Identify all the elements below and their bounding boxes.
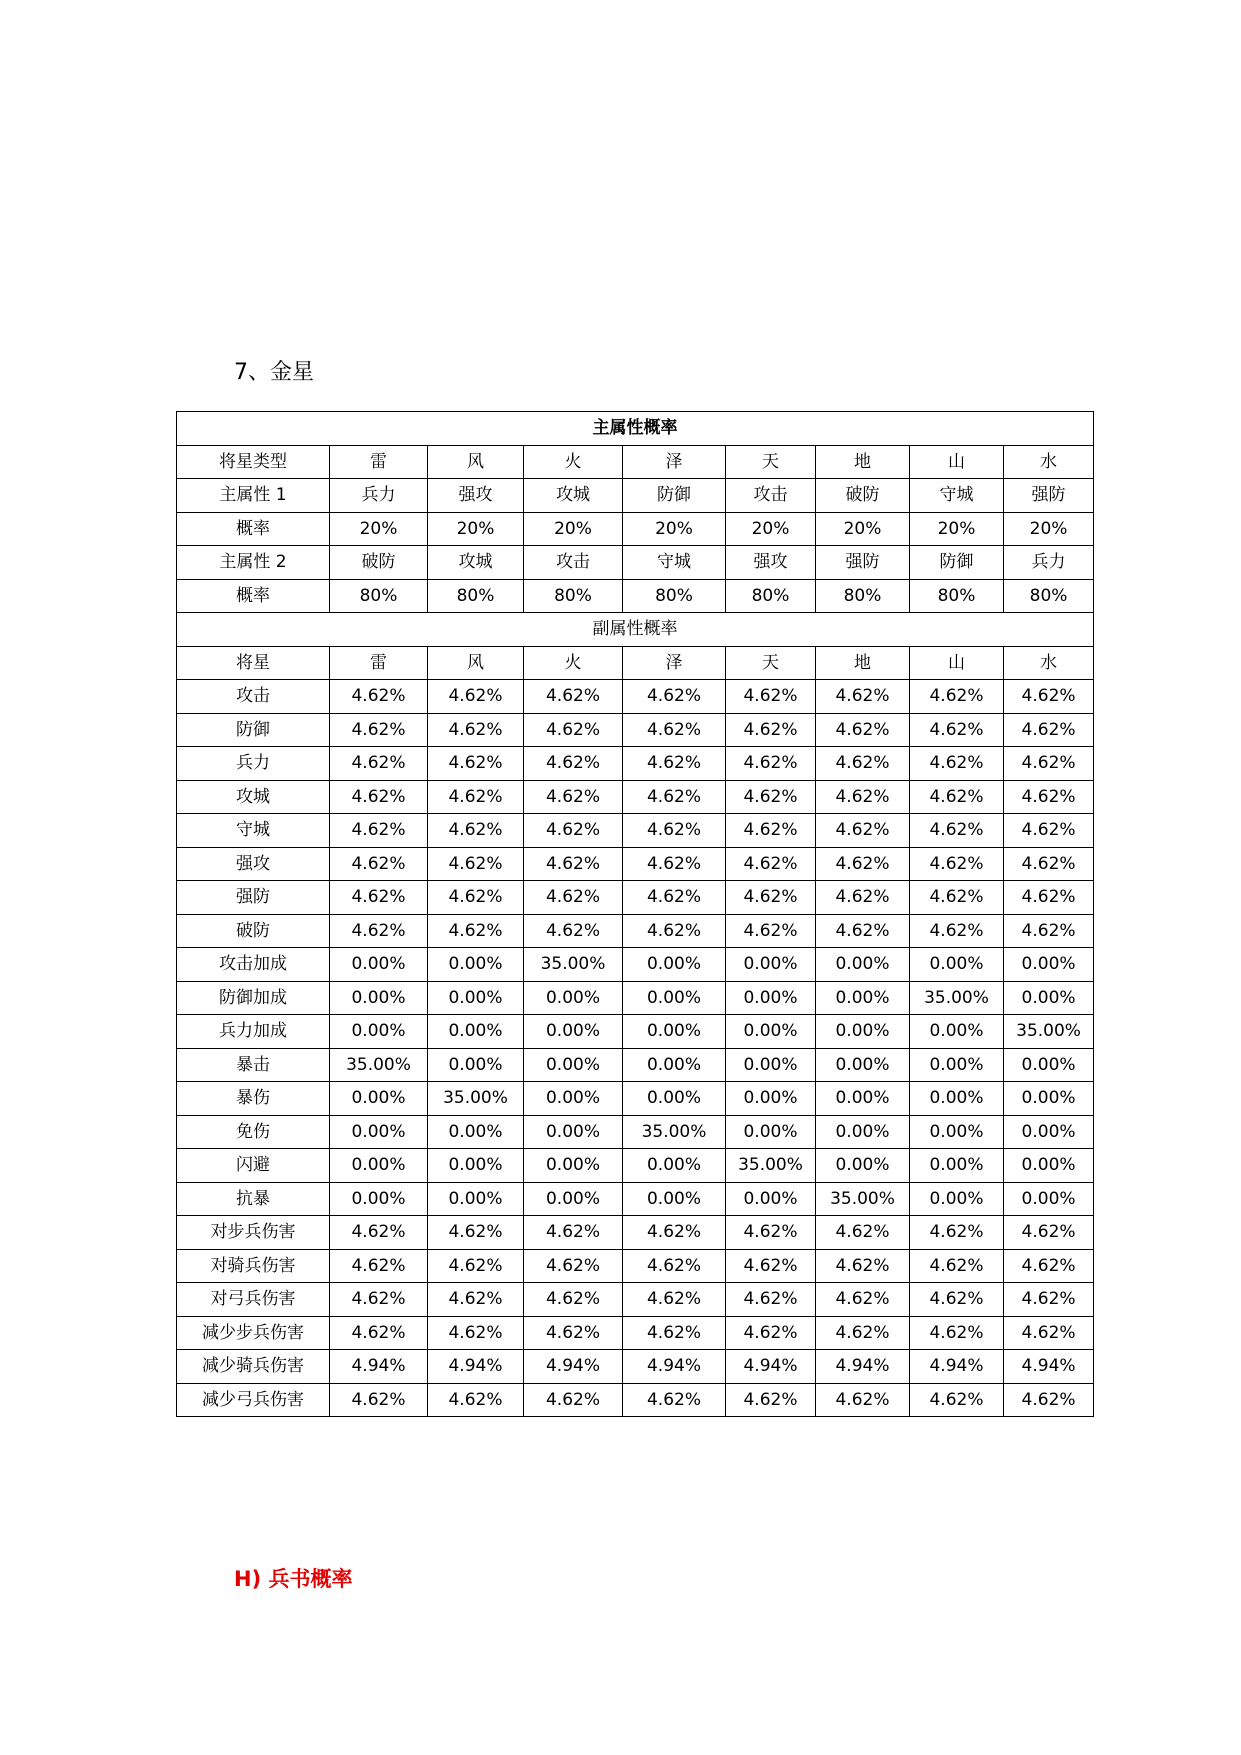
section-heading: 7、金星 bbox=[234, 360, 314, 385]
table-cell: 4.62% bbox=[1004, 1283, 1094, 1317]
main-column-header: 天 bbox=[726, 445, 816, 479]
table-cell: 4.62% bbox=[816, 1316, 910, 1350]
row-label: 强攻 bbox=[177, 847, 330, 881]
table-cell: 强防 bbox=[816, 546, 910, 580]
table-cell: 80% bbox=[330, 579, 428, 613]
table-cell: 4.62% bbox=[726, 1383, 816, 1417]
row-label: 暴伤 bbox=[177, 1082, 330, 1116]
table-cell: 0.00% bbox=[623, 1082, 726, 1116]
table-cell: 4.62% bbox=[524, 881, 623, 915]
table-cell: 35.00% bbox=[428, 1082, 524, 1116]
table-cell: 4.62% bbox=[726, 1316, 816, 1350]
table-cell: 0.00% bbox=[623, 1149, 726, 1183]
table-cell: 0.00% bbox=[726, 1115, 816, 1149]
table-body bbox=[177, 412, 1094, 1417]
table-cell: 4.62% bbox=[1004, 1383, 1094, 1417]
table-cell: 0.00% bbox=[1004, 1182, 1094, 1216]
table-cell: 4.62% bbox=[910, 1383, 1004, 1417]
sub-column-header: 泽 bbox=[623, 646, 726, 680]
row-label: 攻城 bbox=[177, 780, 330, 814]
table-cell: 4.62% bbox=[726, 780, 816, 814]
table-cell: 0.00% bbox=[524, 1115, 623, 1149]
table-cell: 0.00% bbox=[1004, 981, 1094, 1015]
sub-title-row bbox=[177, 613, 1094, 647]
table-row bbox=[177, 847, 1094, 881]
table-cell: 4.62% bbox=[623, 1249, 726, 1283]
table-cell: 0.00% bbox=[524, 1182, 623, 1216]
table-cell: 4.62% bbox=[726, 881, 816, 915]
main-column-header: 地 bbox=[816, 445, 910, 479]
table-cell: 0.00% bbox=[726, 1082, 816, 1116]
main-title-row bbox=[177, 412, 1094, 446]
table-cell: 20% bbox=[1004, 512, 1094, 546]
table-cell: 4.62% bbox=[816, 680, 910, 714]
row-label: 减少骑兵伤害 bbox=[177, 1350, 330, 1384]
table-cell: 0.00% bbox=[910, 1149, 1004, 1183]
table-cell: 0.00% bbox=[330, 1115, 428, 1149]
table-cell: 4.94% bbox=[816, 1350, 910, 1384]
table-cell: 35.00% bbox=[1004, 1015, 1094, 1049]
table-cell: 4.62% bbox=[816, 747, 910, 781]
table-cell: 4.62% bbox=[623, 780, 726, 814]
table-cell: 0.00% bbox=[623, 1182, 726, 1216]
table-cell: 4.94% bbox=[428, 1350, 524, 1384]
table-row bbox=[177, 948, 1094, 982]
table-cell: 0.00% bbox=[428, 1048, 524, 1082]
row-label: 对骑兵伤害 bbox=[177, 1249, 330, 1283]
table-cell: 0.00% bbox=[816, 981, 910, 1015]
sub-column-header: 山 bbox=[910, 646, 1004, 680]
table-cell: 破防 bbox=[816, 479, 910, 513]
table-row bbox=[177, 1316, 1094, 1350]
table-cell: 4.62% bbox=[428, 914, 524, 948]
footer-heading: H) 兵书概率 bbox=[234, 1567, 353, 1591]
table-cell: 4.62% bbox=[816, 1249, 910, 1283]
table-row bbox=[177, 546, 1094, 580]
table-cell: 20% bbox=[428, 512, 524, 546]
table-cell: 4.62% bbox=[816, 847, 910, 881]
table-cell: 0.00% bbox=[330, 1149, 428, 1183]
table-cell: 4.62% bbox=[816, 1216, 910, 1250]
table-cell: 4.62% bbox=[524, 1216, 623, 1250]
table-row bbox=[177, 1015, 1094, 1049]
table-cell: 4.94% bbox=[726, 1350, 816, 1384]
table-cell: 4.62% bbox=[726, 914, 816, 948]
table-cell: 守城 bbox=[623, 546, 726, 580]
table-cell: 4.62% bbox=[1004, 780, 1094, 814]
sub-column-header: 地 bbox=[816, 646, 910, 680]
table-cell: 0.00% bbox=[910, 1015, 1004, 1049]
table-cell: 0.00% bbox=[726, 1182, 816, 1216]
table-cell: 4.62% bbox=[1004, 881, 1094, 915]
table-row bbox=[177, 1149, 1094, 1183]
table-cell: 4.62% bbox=[910, 747, 1004, 781]
table-cell: 0.00% bbox=[816, 948, 910, 982]
table-row bbox=[177, 1383, 1094, 1417]
table-cell: 35.00% bbox=[816, 1182, 910, 1216]
table-cell: 0.00% bbox=[330, 981, 428, 1015]
table-cell: 4.62% bbox=[910, 1249, 1004, 1283]
table-cell: 0.00% bbox=[524, 1015, 623, 1049]
table-cell: 20% bbox=[330, 512, 428, 546]
table-cell: 4.62% bbox=[428, 1316, 524, 1350]
row-label: 对弓兵伤害 bbox=[177, 1283, 330, 1317]
table-cell: 0.00% bbox=[1004, 1082, 1094, 1116]
row-label: 防御 bbox=[177, 713, 330, 747]
table-cell: 4.62% bbox=[1004, 1316, 1094, 1350]
table-cell: 0.00% bbox=[428, 1015, 524, 1049]
table-cell: 4.62% bbox=[910, 881, 1004, 915]
table-cell: 4.62% bbox=[910, 1216, 1004, 1250]
table-cell: 4.62% bbox=[428, 814, 524, 848]
row-label: 减少弓兵伤害 bbox=[177, 1383, 330, 1417]
table-cell: 4.62% bbox=[524, 780, 623, 814]
table-cell: 80% bbox=[524, 579, 623, 613]
table-cell: 20% bbox=[623, 512, 726, 546]
table-cell: 4.62% bbox=[330, 1316, 428, 1350]
table-cell: 4.62% bbox=[1004, 847, 1094, 881]
table-cell: 4.62% bbox=[623, 747, 726, 781]
table-cell: 0.00% bbox=[910, 1048, 1004, 1082]
table-cell: 强攻 bbox=[726, 546, 816, 580]
sub-header-row bbox=[177, 646, 1094, 680]
table-row bbox=[177, 1048, 1094, 1082]
table-cell: 4.62% bbox=[1004, 914, 1094, 948]
table-cell: 4.62% bbox=[330, 914, 428, 948]
table-cell: 4.62% bbox=[816, 1283, 910, 1317]
table-cell: 4.62% bbox=[428, 747, 524, 781]
table-cell: 20% bbox=[816, 512, 910, 546]
table-cell: 4.62% bbox=[623, 1216, 726, 1250]
table-cell: 4.62% bbox=[910, 847, 1004, 881]
table-cell: 80% bbox=[623, 579, 726, 613]
table-row bbox=[177, 1216, 1094, 1250]
table-row bbox=[177, 981, 1094, 1015]
table-cell: 4.62% bbox=[330, 1383, 428, 1417]
table-cell: 4.62% bbox=[623, 713, 726, 747]
table-row bbox=[177, 780, 1094, 814]
main-column-header: 山 bbox=[910, 445, 1004, 479]
table-row bbox=[177, 747, 1094, 781]
table-cell: 0.00% bbox=[910, 1182, 1004, 1216]
table-cell: 强防 bbox=[1004, 479, 1094, 513]
table-row bbox=[177, 881, 1094, 915]
table-cell: 4.62% bbox=[726, 814, 816, 848]
row-label: 概率 bbox=[177, 579, 330, 613]
table-cell: 4.62% bbox=[816, 814, 910, 848]
table-cell: 20% bbox=[910, 512, 1004, 546]
main-column-header: 雷 bbox=[330, 445, 428, 479]
table-cell: 4.62% bbox=[330, 1216, 428, 1250]
table-cell: 0.00% bbox=[726, 1048, 816, 1082]
sub-column-header: 雷 bbox=[330, 646, 428, 680]
table-cell: 0.00% bbox=[1004, 1048, 1094, 1082]
table-cell: 4.62% bbox=[910, 780, 1004, 814]
table-cell: 破防 bbox=[330, 546, 428, 580]
table-cell: 4.62% bbox=[1004, 680, 1094, 714]
row-label: 强防 bbox=[177, 881, 330, 915]
table-cell: 防御 bbox=[623, 479, 726, 513]
table-cell: 0.00% bbox=[623, 948, 726, 982]
table-cell: 防御 bbox=[910, 546, 1004, 580]
table-row bbox=[177, 1182, 1094, 1216]
table-cell: 4.62% bbox=[330, 881, 428, 915]
table-cell: 4.62% bbox=[330, 713, 428, 747]
table-cell: 4.62% bbox=[330, 1249, 428, 1283]
sub-column-header: 风 bbox=[428, 646, 524, 680]
table-cell: 0.00% bbox=[816, 1015, 910, 1049]
table-cell: 35.00% bbox=[330, 1048, 428, 1082]
table-row bbox=[177, 1115, 1094, 1149]
table-cell: 4.62% bbox=[623, 1383, 726, 1417]
table-cell: 0.00% bbox=[1004, 1115, 1094, 1149]
table-cell: 4.62% bbox=[910, 914, 1004, 948]
row-label: 概率 bbox=[177, 512, 330, 546]
table-cell: 4.62% bbox=[726, 1249, 816, 1283]
sub-column-header: 火 bbox=[524, 646, 623, 680]
table-cell: 4.62% bbox=[623, 680, 726, 714]
table-cell: 0.00% bbox=[726, 981, 816, 1015]
row-label: 主属性 2 bbox=[177, 546, 330, 580]
table-cell: 4.62% bbox=[524, 747, 623, 781]
sub-column-header: 天 bbox=[726, 646, 816, 680]
table-cell: 强攻 bbox=[428, 479, 524, 513]
table-row bbox=[177, 579, 1094, 613]
table-cell: 80% bbox=[726, 579, 816, 613]
table-cell: 4.62% bbox=[726, 1283, 816, 1317]
table-cell: 0.00% bbox=[428, 1115, 524, 1149]
row-label: 抗暴 bbox=[177, 1182, 330, 1216]
table-cell: 4.62% bbox=[726, 680, 816, 714]
table-cell: 0.00% bbox=[816, 1115, 910, 1149]
table-cell: 80% bbox=[428, 579, 524, 613]
table-cell: 4.62% bbox=[726, 747, 816, 781]
main-column-header: 泽 bbox=[623, 445, 726, 479]
table-cell: 4.62% bbox=[330, 1283, 428, 1317]
table-cell: 0.00% bbox=[910, 948, 1004, 982]
table-cell: 0.00% bbox=[623, 1015, 726, 1049]
table-cell: 4.62% bbox=[524, 914, 623, 948]
table-cell: 4.62% bbox=[428, 1383, 524, 1417]
row-label: 攻击 bbox=[177, 680, 330, 714]
table-cell: 4.62% bbox=[623, 1316, 726, 1350]
table-cell: 4.94% bbox=[1004, 1350, 1094, 1384]
table-cell: 0.00% bbox=[330, 1082, 428, 1116]
row-label: 守城 bbox=[177, 814, 330, 848]
table-cell: 0.00% bbox=[524, 1149, 623, 1183]
row-label: 防御加成 bbox=[177, 981, 330, 1015]
table-cell: 4.62% bbox=[1004, 713, 1094, 747]
row-label: 攻击加成 bbox=[177, 948, 330, 982]
row-label: 免伤 bbox=[177, 1115, 330, 1149]
table-cell: 0.00% bbox=[816, 1048, 910, 1082]
table-cell: 4.62% bbox=[330, 814, 428, 848]
table-cell: 4.62% bbox=[428, 847, 524, 881]
table-cell: 4.62% bbox=[524, 1249, 623, 1283]
table-row bbox=[177, 1350, 1094, 1384]
sub-column-header: 水 bbox=[1004, 646, 1094, 680]
table-cell: 0.00% bbox=[623, 1048, 726, 1082]
table-cell: 4.62% bbox=[428, 680, 524, 714]
table-cell: 0.00% bbox=[726, 1015, 816, 1049]
table-cell: 4.62% bbox=[1004, 1216, 1094, 1250]
table-cell: 0.00% bbox=[428, 1149, 524, 1183]
table-cell: 80% bbox=[816, 579, 910, 613]
table-cell: 0.00% bbox=[1004, 1149, 1094, 1183]
table-cell: 0.00% bbox=[623, 981, 726, 1015]
table-cell: 4.62% bbox=[1004, 1249, 1094, 1283]
table-cell: 35.00% bbox=[910, 981, 1004, 1015]
table-cell: 0.00% bbox=[524, 1082, 623, 1116]
table-row bbox=[177, 680, 1094, 714]
row-label: 兵力加成 bbox=[177, 1015, 330, 1049]
table-cell: 4.62% bbox=[910, 814, 1004, 848]
table-cell: 0.00% bbox=[524, 981, 623, 1015]
table-cell: 攻击 bbox=[524, 546, 623, 580]
main-column-header: 风 bbox=[428, 445, 524, 479]
table-cell: 80% bbox=[1004, 579, 1094, 613]
table-cell: 4.62% bbox=[623, 914, 726, 948]
table-cell: 4.62% bbox=[726, 847, 816, 881]
table-cell: 4.62% bbox=[816, 881, 910, 915]
table-cell: 4.62% bbox=[623, 1283, 726, 1317]
table-cell: 0.00% bbox=[428, 948, 524, 982]
table-cell: 0.00% bbox=[816, 1082, 910, 1116]
table-cell: 4.62% bbox=[1004, 814, 1094, 848]
table-cell: 0.00% bbox=[910, 1082, 1004, 1116]
table-cell: 4.62% bbox=[428, 1283, 524, 1317]
table-cell: 0.00% bbox=[428, 981, 524, 1015]
table-cell: 4.94% bbox=[623, 1350, 726, 1384]
table-cell: 4.62% bbox=[1004, 747, 1094, 781]
table-cell: 攻城 bbox=[428, 546, 524, 580]
table-row bbox=[177, 1249, 1094, 1283]
table-row bbox=[177, 479, 1094, 513]
table-cell: 0.00% bbox=[1004, 948, 1094, 982]
table-cell: 0.00% bbox=[726, 948, 816, 982]
table-cell: 0.00% bbox=[524, 1048, 623, 1082]
main-header-label: 将星类型 bbox=[177, 445, 330, 479]
table-cell: 4.62% bbox=[816, 1383, 910, 1417]
table-cell: 4.62% bbox=[428, 1216, 524, 1250]
row-label: 对步兵伤害 bbox=[177, 1216, 330, 1250]
table-cell: 攻击 bbox=[726, 479, 816, 513]
table-cell: 4.62% bbox=[524, 1316, 623, 1350]
table-cell: 兵力 bbox=[330, 479, 428, 513]
row-label: 闪避 bbox=[177, 1149, 330, 1183]
table-cell: 4.62% bbox=[524, 713, 623, 747]
table-cell: 4.94% bbox=[910, 1350, 1004, 1384]
table-cell: 兵力 bbox=[1004, 546, 1094, 580]
table-cell: 4.62% bbox=[816, 780, 910, 814]
table-cell: 80% bbox=[910, 579, 1004, 613]
table-cell: 0.00% bbox=[816, 1149, 910, 1183]
row-label: 减少步兵伤害 bbox=[177, 1316, 330, 1350]
table-cell: 4.62% bbox=[330, 780, 428, 814]
table-cell: 0.00% bbox=[428, 1182, 524, 1216]
table-row bbox=[177, 1082, 1094, 1116]
main-table-title: 主属性概率 bbox=[177, 412, 1094, 446]
table-cell: 35.00% bbox=[524, 948, 623, 982]
table-cell: 4.62% bbox=[524, 1283, 623, 1317]
table-cell: 0.00% bbox=[910, 1115, 1004, 1149]
table-cell: 4.62% bbox=[330, 680, 428, 714]
table-cell: 守城 bbox=[910, 479, 1004, 513]
table-cell: 0.00% bbox=[330, 948, 428, 982]
table-cell: 4.62% bbox=[910, 1316, 1004, 1350]
table-cell: 35.00% bbox=[623, 1115, 726, 1149]
table-cell: 攻城 bbox=[524, 479, 623, 513]
table-cell: 4.62% bbox=[428, 713, 524, 747]
table-row bbox=[177, 814, 1094, 848]
sub-table-title: 副属性概率 bbox=[177, 613, 1094, 647]
table-cell: 0.00% bbox=[330, 1015, 428, 1049]
table-cell: 4.62% bbox=[524, 814, 623, 848]
table-cell: 4.62% bbox=[524, 1383, 623, 1417]
table-cell: 20% bbox=[524, 512, 623, 546]
table-cell: 4.94% bbox=[524, 1350, 623, 1384]
table-cell: 4.62% bbox=[623, 847, 726, 881]
table-cell: 4.62% bbox=[816, 914, 910, 948]
table-cell: 4.62% bbox=[330, 747, 428, 781]
table-cell: 35.00% bbox=[726, 1149, 816, 1183]
table-cell: 20% bbox=[726, 512, 816, 546]
table-cell: 4.62% bbox=[428, 780, 524, 814]
row-label: 暴击 bbox=[177, 1048, 330, 1082]
table-cell: 4.62% bbox=[524, 847, 623, 881]
table-cell: 0.00% bbox=[330, 1182, 428, 1216]
table-cell: 4.62% bbox=[910, 680, 1004, 714]
table-cell: 4.62% bbox=[726, 1216, 816, 1250]
sub-header-label: 将星 bbox=[177, 646, 330, 680]
row-label: 主属性 1 bbox=[177, 479, 330, 513]
table-row bbox=[177, 512, 1094, 546]
table-row bbox=[177, 914, 1094, 948]
table-cell: 4.62% bbox=[623, 881, 726, 915]
table-cell: 4.94% bbox=[330, 1350, 428, 1384]
main-column-header: 火 bbox=[524, 445, 623, 479]
table-cell: 4.62% bbox=[623, 814, 726, 848]
table-cell: 4.62% bbox=[524, 680, 623, 714]
row-label: 兵力 bbox=[177, 747, 330, 781]
table-cell: 4.62% bbox=[428, 1249, 524, 1283]
table-cell: 4.62% bbox=[428, 881, 524, 915]
row-label: 破防 bbox=[177, 914, 330, 948]
attribute-probability-table bbox=[176, 411, 1094, 1417]
main-column-header: 水 bbox=[1004, 445, 1094, 479]
table-row bbox=[177, 713, 1094, 747]
table-cell: 4.62% bbox=[816, 713, 910, 747]
table-row bbox=[177, 1283, 1094, 1317]
table-cell: 4.62% bbox=[330, 847, 428, 881]
table-cell: 4.62% bbox=[910, 713, 1004, 747]
main-header-row bbox=[177, 445, 1094, 479]
table-cell: 4.62% bbox=[910, 1283, 1004, 1317]
table-cell: 4.62% bbox=[726, 713, 816, 747]
